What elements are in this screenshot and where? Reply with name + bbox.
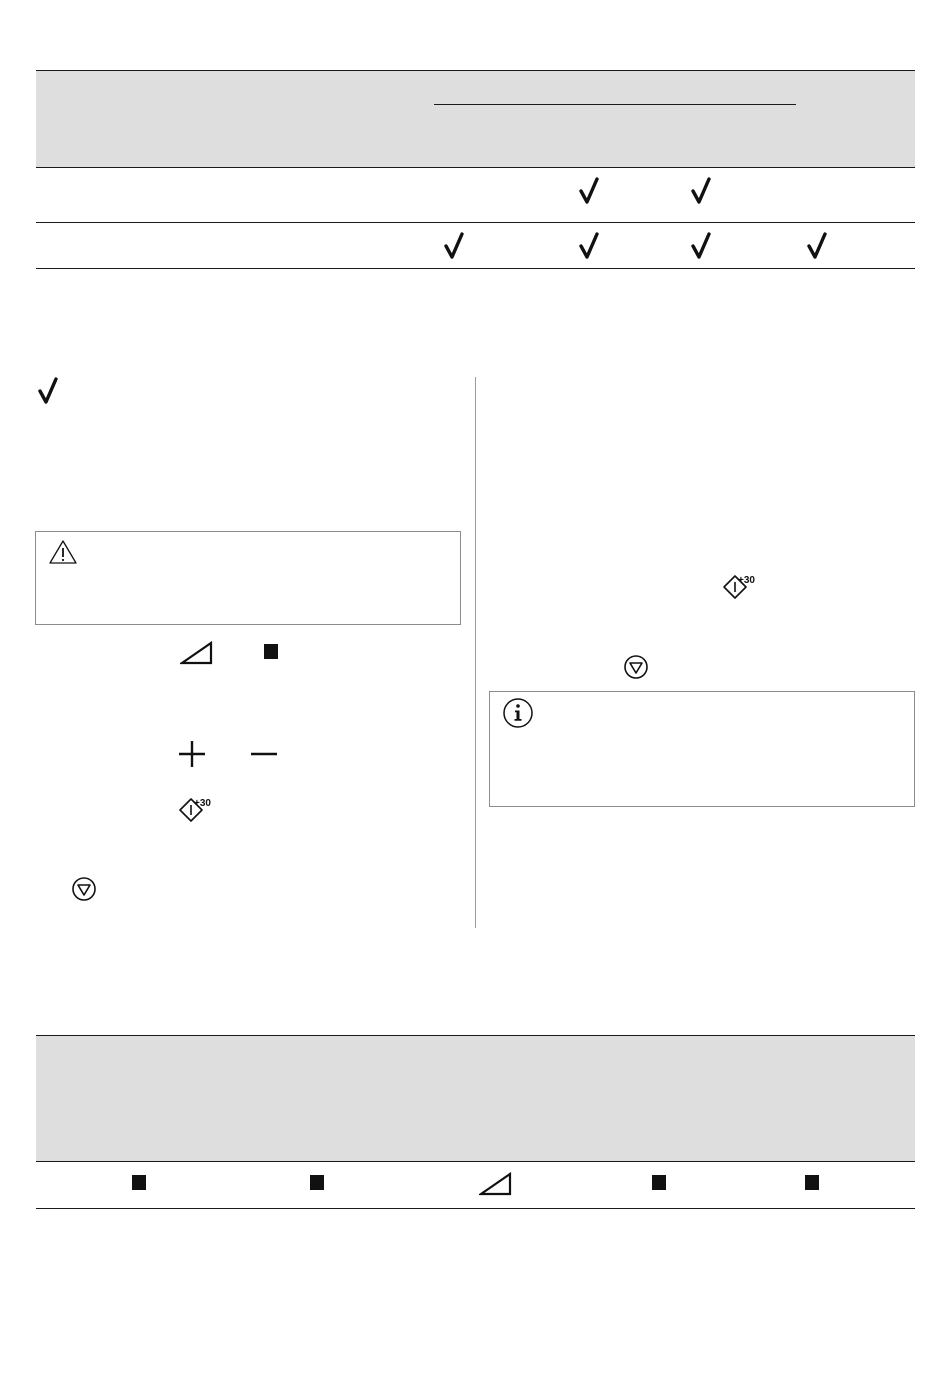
column-separator xyxy=(475,377,476,928)
bottom-table-header-top-border xyxy=(36,1035,915,1036)
check-icon xyxy=(806,232,828,260)
bottom-table-header-bottom-border xyxy=(36,1161,915,1162)
plus30-label: +30 xyxy=(738,575,755,586)
check-icon xyxy=(37,377,59,405)
check-icon xyxy=(690,177,712,205)
check-icon xyxy=(578,177,600,205)
warning-triangle-icon xyxy=(48,539,78,565)
plus-icon xyxy=(178,740,206,768)
level-ramp-icon xyxy=(479,1171,513,1197)
bottom-table-bottom-border xyxy=(36,1208,915,1209)
info-icon xyxy=(502,697,534,729)
top-table-header xyxy=(36,70,915,167)
top-table-bottom-border xyxy=(36,268,915,269)
check-icon xyxy=(578,232,600,260)
square-stop-icon xyxy=(132,1175,146,1190)
square-stop-icon xyxy=(310,1175,324,1190)
bottom-table-header xyxy=(36,1035,915,1161)
plus30-label: +30 xyxy=(194,798,211,809)
top-table-header-bottom-border xyxy=(36,167,915,168)
diamond-plus-30-icon xyxy=(178,796,218,826)
warning-box xyxy=(35,531,461,625)
top-table-row-divider xyxy=(36,222,915,223)
check-icon xyxy=(443,232,465,260)
square-stop-icon xyxy=(805,1175,819,1190)
level-ramp-icon xyxy=(180,640,214,666)
circle-down-triangle-icon xyxy=(71,876,97,902)
circle-down-triangle-icon xyxy=(623,654,649,680)
minus-icon xyxy=(250,740,278,768)
info-box xyxy=(489,691,915,807)
top-table-header-top-border xyxy=(36,70,915,71)
check-icon xyxy=(690,232,712,260)
top-table-header-subrule xyxy=(434,104,796,105)
square-stop-icon xyxy=(264,644,278,659)
square-stop-icon xyxy=(652,1175,666,1190)
diamond-plus-30-icon xyxy=(722,573,762,603)
